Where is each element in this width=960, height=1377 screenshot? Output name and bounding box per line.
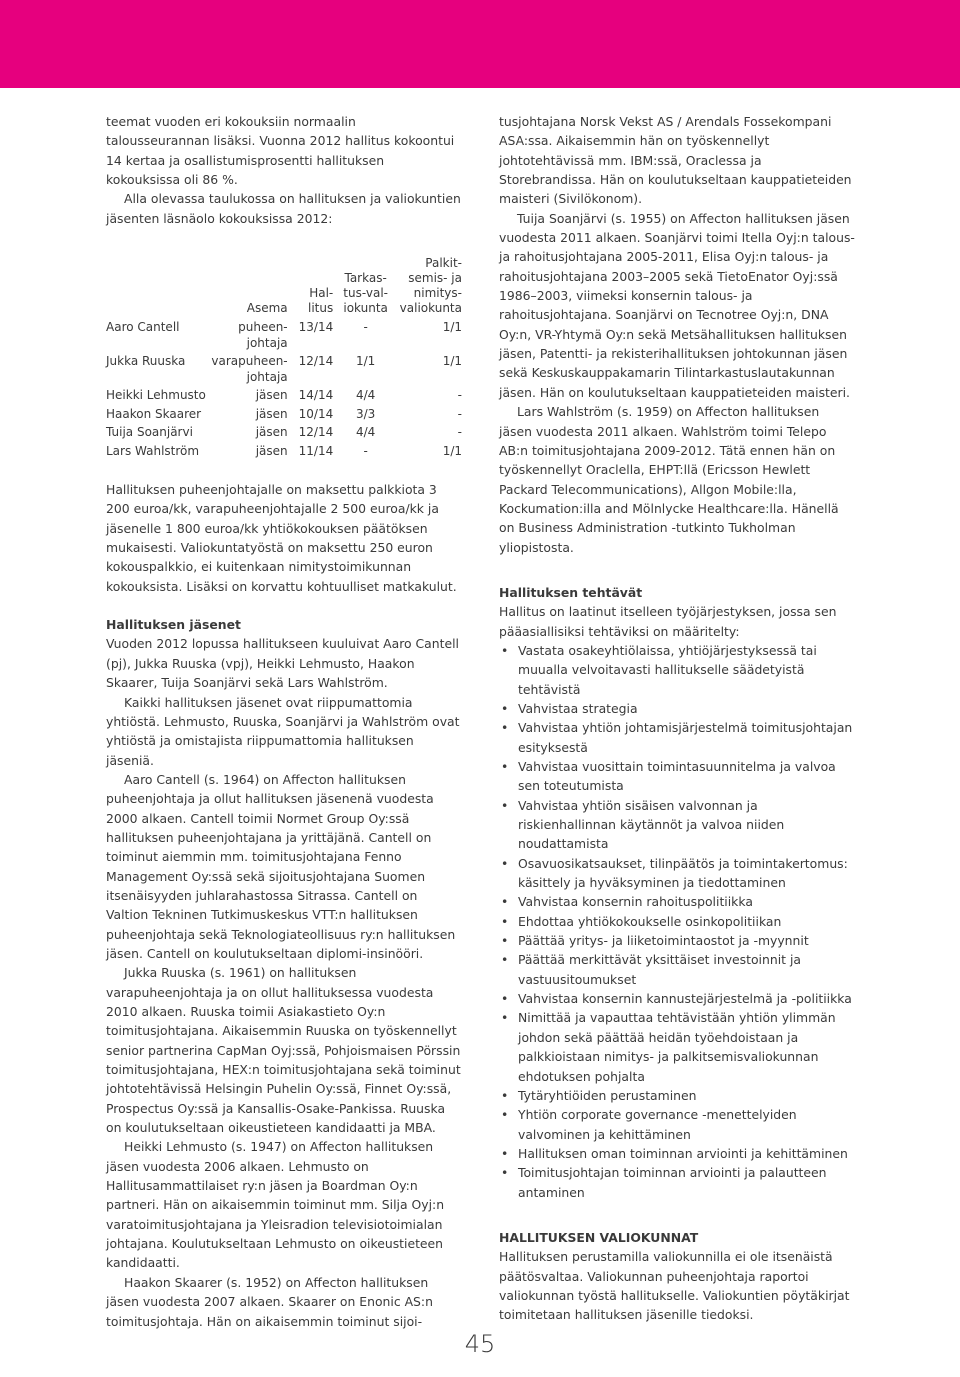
- list-item: [499, 892, 855, 911]
- list-item-text: Yhtiön corporate governance -menettelyiden valvominen ja kehittäminen: [518, 1107, 797, 1142]
- list-item: [499, 699, 855, 718]
- members-paragraph-3: Aaro Cantell (s. 1964) on Affecton hallituksen puheenjohtaja ja ollut hallituksen jäsenenä vuodesta 2000 alkaen. Cantell toimii Normet Group Oy:ssä hallituksen puheenjohtajana ja yrittäjänä. Cantell on toiminut aiemmin mm. toimitusjohtajana Fenno Management Oy:ssä sekä sijoitusjohtajana Suomen itsenäisyyden juhlarahastossa Sitrassa. Cantell on Valtion Tekninen Tutkimuskeskus VTT:n hallituksen puheenjohtaja sekä Teknologiateollisuus ry:n hallituksen jäsen. Cantell on koulutukseltaan diplomi-insinööri.: [106, 771, 456, 961]
- cell-audit: -: [363, 443, 368, 458]
- list-item: [499, 1163, 855, 1202]
- cell-board: 13/14: [298, 320, 334, 335]
- list-item: [499, 1008, 855, 1085]
- header-position: Asema: [246, 301, 288, 316]
- cell-position: jäsen: [255, 443, 288, 458]
- cell-audit: 4/4: [355, 388, 376, 403]
- cell-position: jäsen: [255, 406, 288, 421]
- continued-paragraph-2: Tuija Soanjärvi (s. 1955) on Affecton hallituksen jäsen vuodesta 2011 alkaen. Soanjärvi toimi Itella Oyj:n talous- ja rahoitusjohtajana 2005-2011, Elisa Oyj:n talous- ja rahoitusjohtajana 2003–2005 sekä TietoEnator Oyj:ssä 1986–2003, viimeksi konsernin talous- ja rahoitusjohtajana. Soanjärvi on Tecnotree Oyj:n, DNA Oy:n, VR-Yhtymä Oy:n sekä Metsähallituksen hallituksen jäsen, Patentti- ja rekisterihallituksen johtokunnan jäsen sekä Keskuskauppakamarin Tilintarkastuslautakunnan jäsen. Hän on koulutukseltaan kauppatieteiden maisteri.: [499, 210, 855, 400]
- bullet-icon: •: [501, 894, 509, 910]
- cell-board: 12/14: [298, 354, 334, 369]
- cell-audit: -: [363, 320, 368, 335]
- list-item: [499, 854, 855, 893]
- tasks-list: [499, 641, 855, 1202]
- cell-remuneration: -: [457, 388, 462, 403]
- bullet-icon: •: [501, 1087, 509, 1103]
- bullet-icon: •: [501, 759, 509, 774]
- bullet-icon: •: [501, 1165, 509, 1181]
- table-row: [106, 425, 462, 444]
- committees-paragraph: Hallituksen perustamilla valiokunnilla ei ole itsenäistä päätösvaltaa. Valiokunnan puheenjohtaja raportoi valiokunnan työstä hallitukselle. Valiokuntien pöytäkirjat toimitetaan hallituksen jäsenille tiedoksi.: [499, 1249, 850, 1323]
- cell-board: 10/14: [298, 406, 334, 421]
- cell-audit: 4/4: [355, 425, 376, 440]
- list-item-text: Nimittää ja vapauttaa tehtävistään yhtiön ylimmän johdon sekä päättää heidän työehdoistaan ja palkkioistaan nimitys- ja palkitsemisvaliokunnan ehdotuksen pohjalta: [518, 1010, 836, 1084]
- tasks-heading: Hallituksen tehtävät: [499, 584, 643, 600]
- members-paragraph-6: Haakon Skaarer (s. 1952) on Affecton hallituksen jäsen vuodesta 2007 alkaen. Skaarer on Enonic AS:n toimitusjohtaja. Hän on aikaisemmin toiminut sijoi-: [106, 1274, 433, 1329]
- list-item: [499, 1144, 855, 1163]
- bullet-icon: •: [501, 933, 509, 949]
- header-audit: Tarkas- tus-val- iokunta: [343, 271, 388, 316]
- top-accent-bar: [0, 0, 960, 88]
- bullet-icon: •: [501, 855, 509, 871]
- bullet-icon: •: [501, 991, 509, 1007]
- cell-name: Tuija Soanjärvi: [106, 425, 193, 440]
- list-item-text: Toimitusjohtajan toiminnan arviointi ja palautteen antaminen: [518, 1165, 827, 1200]
- list-item: [499, 912, 855, 931]
- bullet-icon: •: [501, 1010, 509, 1026]
- cell-board: 14/14: [298, 388, 334, 403]
- bullet-icon: •: [501, 700, 509, 716]
- bullet-icon: •: [501, 952, 509, 968]
- list-item: [499, 796, 855, 854]
- header-remuneration: Palkit- semis- ja nimitys- valiokunta: [399, 256, 462, 316]
- right-column: [499, 112, 855, 1325]
- header-board: Hal- litus: [308, 286, 334, 316]
- list-item-text: Tytäryhtiöiden perustaminen: [518, 1087, 697, 1103]
- table-row: [106, 388, 462, 407]
- table-header-row: [106, 256, 462, 320]
- tasks-intro: Hallitus on laatinut itselleen työjärjestyksen, jossa sen pääasiallisiksi tehtäviksi on määritelty:: [499, 604, 837, 639]
- cell-remuneration: 1/1: [442, 354, 462, 369]
- list-item: [499, 931, 855, 950]
- list-item-text: Vahvistaa konsernin kannustejärjestelmä ja -politiikka: [518, 991, 852, 1007]
- list-item-text: Vahvistaa strategia: [518, 700, 638, 716]
- members-heading: Hallituksen jäsenet: [106, 617, 241, 633]
- list-item: [499, 641, 855, 699]
- list-item: [499, 718, 855, 757]
- bullet-icon: •: [501, 720, 509, 736]
- bullet-icon: •: [501, 1107, 509, 1123]
- attendance-table: [106, 256, 462, 462]
- list-item: [499, 1086, 855, 1105]
- cell-name: Lars Wahlström: [106, 443, 200, 458]
- cell-audit: 1/1: [355, 354, 376, 369]
- list-item-text: Vahvistaa konsernin rahoituspolitiikka: [518, 894, 753, 910]
- list-item: [499, 989, 855, 1008]
- cell-position: jäsen: [255, 388, 288, 403]
- table-row: [106, 407, 462, 426]
- cell-position: varapuheen- johtaja: [211, 354, 288, 384]
- list-item-text: Päättää merkittävät yksittäiset investoinnit ja vastuusitoumukset: [518, 952, 801, 987]
- committees-heading: HALLITUKSEN VALIOKUNNAT: [499, 1229, 699, 1245]
- intro-paragraph: teemat vuoden eri kokouksiin normaalin talousseurannan lisäksi. Vuonna 2012 hallitus kokoontui 14 kertaa ja osallistumisprosentti hallituksen kokouksissa oli 86 %.: [106, 114, 455, 188]
- cell-remuneration: -: [457, 425, 462, 440]
- cell-audit: 3/3: [355, 406, 376, 421]
- list-item-text: Vahvistaa vuosittain toimintasuunnitelma ja valvoa sen toteutumista: [518, 759, 836, 794]
- continued-paragraph-1: tusjohtajana Norsk Vekst AS / Arendals Fossekompani ASA:ssa. Aikaisemmin hän on työskennellyt johtotehtävissä mm. IBM:ssä, Oraclessa ja Storebrandissa. Hän on koulutukseltaan kauppatieteiden maisteri (Sivilökonom).: [499, 114, 852, 207]
- members-paragraph-1: Vuoden 2012 lopussa hallitukseen kuuluivat Aaro Cantell (pj), Jukka Ruuska (vpj), Heikki Lehmusto, Haakon Skaarer, Tuija Soanjärvi sekä Lars Wahlström.: [106, 636, 459, 691]
- table-row: [106, 444, 462, 463]
- cell-name: Haakon Skaarer: [106, 406, 202, 421]
- cell-remuneration: 1/1: [442, 320, 462, 335]
- list-item: [499, 1105, 855, 1144]
- cell-remuneration: 1/1: [442, 443, 462, 458]
- compensation-paragraph: Hallituksen puheenjohtajalle on maksettu palkkiota 3 200 euroa/kk, varapuheenjohtajalle 2 500 euroa/kk ja jäsenelle 1 800 euroa/kk yhtiökokouksen päätöksen mukaisesti. Valiokuntatyöstä on maksettu 250 euron kokouspalkkio, ei kuitenkaan nimitystoimikunnan kokouksista. Lisäksi on korvattu kohtuulliset matkakulut.: [106, 482, 457, 594]
- table-row: [106, 354, 462, 388]
- members-paragraph-5: Heikki Lehmusto (s. 1947) on Affecton hallituksen jäsen vuodesta 2006 alkaen. Lehmusto on Hallitusammattilaiset ry:n jäsen ja Boardman Oy:n partneri. Hän on aikaisemmin toiminut mm. Silja Oyj:n varatoimitusjohtajana ja Yleisradion televisiotoimialan johtajana. Koulutukseltaan Lehmusto on oikeustieteen kandidaatti.: [106, 1139, 445, 1271]
- bullet-icon: •: [501, 1145, 509, 1161]
- list-item-text: Vahvistaa yhtiön sisäisen valvonnan ja riskienhallinnan käytännöt ja valvoa niiden noudattamista: [518, 797, 785, 852]
- table-row: [106, 320, 462, 354]
- header-name: [106, 256, 208, 320]
- page-number: 45: [464, 1330, 496, 1358]
- cell-remuneration: -: [457, 406, 462, 421]
- members-paragraph-2: Kaikki hallituksen jäsenet ovat riippumattomia yhtiöstä. Lehmusto, Ruuska, Soanjärvi ja Wahlström ovat yhtiöstä ja omistajista riippumattomia hallituksen jäseniä.: [106, 694, 460, 768]
- members-paragraph-4: Jukka Ruuska (s. 1961) on hallituksen varapuheenjohtaja ja on ollut hallituksessa vuodesta 2010 alkaen. Ruuska toimii Asiakastieto Oy:n toimitusjohtajana. Aikaisemmin Ruuska on työskennellyt senior partnerina CapMan Oyj:ssä, Pohjoismaisen Pörssin toimitusjohtajana, HEX:n toimitusjohtajana sekä toiminut johtotehtävissä Helsingin Puhelin Oy:ssä, Finnet Oy:ssä, Prospectus Oy:ssä ja Kansallis-Osake-Pankissa. Ruuska on koulutukseltaan oikeustieteen kandidaatti ja MBA.: [106, 965, 461, 1136]
- list-item: [499, 757, 855, 796]
- list-item-text: Vastata osakeyhtiölaissa, yhtiöjärjestyksessä tai muualla velvoitavasti hallitukselle säädetyistä tehtävistä: [518, 642, 817, 697]
- cell-board: 12/14: [298, 425, 334, 440]
- continued-paragraph-3: Lars Wahlström (s. 1959) on Affecton hallituksen jäsen vuodesta 2011 alkaen. Wahlström toimi Telepo AB:n toimitusjohtajana 2009-2012. Tätä ennen hän on työskennellyt Oraclella, EHPT:llä (Ericsson Hewlett Packard Telecommunications), Allgon Mobile:lla, Kockumation:illa and Mölnlycke Healthcare:lla. Hänellä on Business Administration -tutkinto Tukholman yliopistosta.: [499, 404, 839, 555]
- list-item-text: Hallituksen oman toiminnan arviointi ja kehittäminen: [518, 1145, 848, 1161]
- cell-name: Jukka Ruuska: [106, 354, 186, 369]
- cell-position: jäsen: [255, 425, 288, 440]
- cell-board: 11/14: [298, 443, 334, 458]
- list-item: [499, 950, 855, 989]
- intro-paragraph-2: Alla olevassa taulukossa on hallituksen ja valiokuntien jäsenten läsnäolo kokouksissa 2012:: [106, 191, 461, 226]
- cell-position: puheen- johtaja: [238, 320, 288, 350]
- bullet-icon: •: [501, 913, 509, 929]
- cell-name: Heikki Lehmusto: [106, 388, 206, 403]
- bullet-icon: •: [501, 642, 509, 658]
- list-item-text: Päättää yritys- ja liiketoimintaostot ja -myynnit: [518, 933, 809, 949]
- bullet-icon: •: [501, 797, 509, 813]
- left-column: [106, 112, 462, 1331]
- list-item-text: Vahvistaa yhtiön johtamisjärjestelmä toimitusjohtajan esityksestä: [518, 720, 853, 755]
- list-item-text: Ehdottaa yhtiökokoukselle osinkopolitiikan: [518, 913, 782, 929]
- list-item-text: Osavuosikatsaukset, tilinpäätös ja toimintakertomus: käsittely ja hyväksyminen ja tiedottaminen: [518, 855, 848, 891]
- cell-name: Aaro Cantell: [106, 320, 180, 335]
